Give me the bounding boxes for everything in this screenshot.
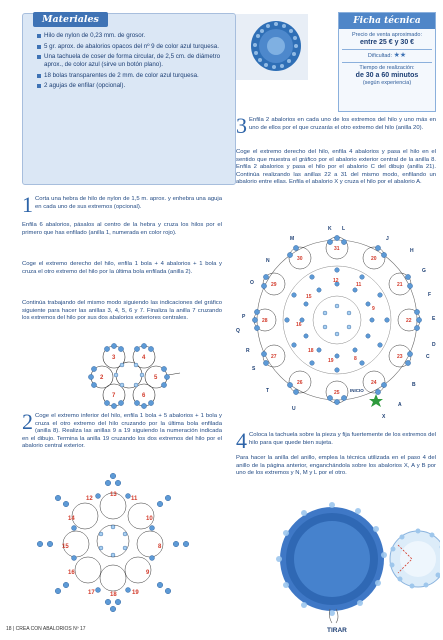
ring-label: 14 bbox=[68, 516, 75, 522]
ring-label: 18 bbox=[308, 348, 314, 354]
ring-label: 9 bbox=[372, 306, 375, 312]
letter-label: N bbox=[266, 258, 270, 264]
letter-label: P bbox=[242, 314, 246, 320]
ring-label: 15 bbox=[62, 544, 69, 550]
step-3-text: Enfila 2 abalorios en cada uno de los extremos del hilo y uno más en uno de ellos por el que cruzarás el otro extremo del hilo (anilla 20). bbox=[249, 117, 436, 131]
time-value: de 30 a 60 minutos bbox=[355, 72, 419, 79]
ring-label: 31 bbox=[334, 246, 340, 252]
ring-label: 16 bbox=[68, 570, 75, 576]
page-footer: 18 | CREA CON ABALORIOS Nº 17 bbox=[6, 626, 86, 632]
step-4-number: 4 bbox=[236, 428, 247, 453]
step-2 bbox=[22, 409, 222, 451]
materials-box bbox=[22, 13, 236, 185]
letter-label: L bbox=[342, 226, 346, 232]
ring-label: 9 bbox=[146, 570, 150, 576]
ring-label: 17 bbox=[88, 590, 95, 596]
ring-label: 23 bbox=[397, 354, 403, 360]
step-1-text: Corta una hebra de hilo de nylon de 1,5 m. aprox. y enhebra una aguja en cada uno de sus extremos (opcional). bbox=[35, 196, 222, 210]
technical-sheet bbox=[338, 12, 436, 112]
step-1-paragraph-3: Coge el extremo derecho del hilo, enfila 1 bola + 4 abalorios + 1 bola y cruza el otro extremo del hilo por la última bola enfilada (anilla 2). bbox=[22, 261, 222, 275]
ring-label: 22 bbox=[406, 318, 412, 324]
time-note: (según experiencia) bbox=[362, 80, 412, 86]
letter-label: X bbox=[382, 414, 386, 420]
letter-label: R bbox=[246, 348, 250, 354]
ring-label: 21 bbox=[397, 282, 403, 288]
step-3-number: 3 bbox=[236, 113, 247, 138]
ring-label: 19 bbox=[132, 590, 139, 596]
step-1-paragraph-4: Continúa trabajando del mismo modo siguiendo las indicaciones del gráfico siguiente para hacer las anillas 3, 4, 5, 6 y 7. Finaliza la anilla 7 cruzando los extremos del hilo por sus dos abalorios exteriores centrales. bbox=[22, 300, 222, 322]
ring-label: 6 bbox=[142, 393, 146, 399]
step-1-number: 1 bbox=[22, 192, 33, 217]
materials-item: Hilo de nylon de 0,23 mm. de grosor. bbox=[37, 32, 227, 40]
start-star-icon bbox=[369, 394, 383, 407]
letter-label: J bbox=[386, 236, 389, 242]
ring-label: 18 bbox=[110, 592, 117, 598]
materials-tag: Materiales bbox=[33, 12, 108, 27]
ring-label: 4 bbox=[142, 355, 146, 361]
letter-label: F bbox=[428, 292, 432, 298]
difficulty-stars: ★★ bbox=[393, 52, 407, 59]
ring-label: 20 bbox=[371, 256, 377, 262]
step-3-paragraph-2: Coge el extremo derecho del hilo, enfila 4 abalorios y pasa el hilo en el sentido que muestra el gráfico por el abalorio exterior central de la anilla 8. Enfila 2 abalorios y pasa el hilo por el abalorio C del dibujo (anilla 21). Continúa realizando las anillas 22 a 31 del mismo modo, enfilando un abalorio entre ellas. Enfila el abalorio X y cruza el hilo por el abalorio A. bbox=[236, 149, 436, 186]
materials-item: 18 bolas transparentes de 2 mm. de color azul turquesa. bbox=[37, 72, 227, 80]
ring-label: 13 bbox=[110, 492, 117, 498]
ring-label: 8 bbox=[354, 356, 357, 362]
difficulty-label: Dificultad: bbox=[367, 53, 393, 59]
letter-label: A bbox=[398, 402, 402, 408]
letter-label: M bbox=[290, 236, 295, 242]
step-4 bbox=[236, 428, 436, 453]
letter-label: H bbox=[410, 248, 414, 254]
price-value: entre 25 € y 30 € bbox=[359, 39, 415, 46]
ring-label: 25 bbox=[334, 390, 340, 396]
ring-label: 16 bbox=[296, 322, 302, 328]
ring-label: 8 bbox=[158, 544, 162, 550]
ring-label: 11 bbox=[356, 282, 362, 288]
letter-label: E bbox=[432, 316, 436, 322]
step-2-number: 2 bbox=[22, 409, 33, 434]
letter-label: T bbox=[266, 388, 270, 394]
step-2-text: Coge el extremo inferior del hilo, enfila 1 bola + 5 abalorios + 1 bola y cruza el otro extremo del hilo cruzando por la última bola enfilada (anilla 8). Realiza las anillas 9 a 19 siguiendo la numeración indicada en el dibujo. Termina la anilla 19 cruzando los dos extremos del hilo por el abalorio central exterior. bbox=[22, 413, 222, 450]
ring-label: 10 bbox=[146, 516, 153, 522]
letter-label: G bbox=[422, 268, 426, 274]
small-ring-diagram bbox=[74, 335, 184, 415]
step-1-paragraph-2: Enfila 6 abalorios, pásalos al centro de la hebra y cruza los hilos por el primero que has enfilado (anilla 1, numerada en color rojo). bbox=[22, 222, 222, 236]
ring-label: 19 bbox=[328, 358, 334, 364]
materials-item: 2 agujas de enfilar (opcional). bbox=[37, 82, 227, 90]
ring-label: 2 bbox=[100, 375, 104, 381]
ring-label: 27 bbox=[271, 354, 277, 360]
letter-label: K bbox=[328, 226, 332, 232]
step-4-illustration bbox=[270, 497, 440, 625]
ring-label: 12 bbox=[333, 278, 339, 284]
ring-label: 28 bbox=[262, 318, 268, 324]
step-3 bbox=[236, 113, 436, 138]
ring-label: 12 bbox=[86, 496, 93, 502]
price-label: Precio de venta aproximado: bbox=[351, 32, 422, 38]
ring-label: 7 bbox=[112, 393, 116, 399]
ring-label: 5 bbox=[154, 375, 158, 381]
letter-label: D bbox=[432, 342, 436, 348]
letter-label: S bbox=[252, 366, 256, 372]
star-ring-diagram bbox=[28, 466, 198, 616]
letter-label: U bbox=[292, 406, 296, 412]
big-ring-diagram bbox=[232, 222, 442, 420]
step-4-paragraph-2: Para hacer la anilla del anillo, emplea la técnica utilizada en el paso 4 del anillo de la página anterior, enganchándola sobre los abalorios X, A y B por uno de los extremos y N, M y L por el otro. bbox=[236, 455, 436, 477]
ring-label: 24 bbox=[371, 380, 377, 386]
inicio-label: INICIO bbox=[350, 388, 364, 393]
ring-label: 3 bbox=[112, 355, 116, 361]
letter-label: B bbox=[412, 382, 416, 388]
ring-label: 26 bbox=[297, 380, 303, 386]
ring-label: 30 bbox=[297, 256, 303, 262]
tirar-label: TIRAR bbox=[327, 627, 347, 634]
ring-label: 29 bbox=[271, 282, 277, 288]
letter-label: Q bbox=[236, 328, 240, 334]
technical-sheet-title: Ficha técnica bbox=[339, 13, 435, 29]
letter-label: O bbox=[250, 280, 254, 286]
ring-label: 15 bbox=[306, 294, 312, 300]
step-4-text: Coloca la tachuela sobre la pieza y fija fuertemente de los extremos del hilo para que quede bien sujeta. bbox=[249, 432, 436, 446]
ring-label: 11 bbox=[131, 496, 138, 502]
step-1 bbox=[22, 192, 222, 217]
letter-label: C bbox=[426, 354, 430, 360]
materials-item: 5 gr. aprox. de abalorios opacos del nº 9 de color azul turquesa. bbox=[37, 43, 227, 51]
time-label: Tiempo de realización: bbox=[359, 65, 415, 71]
ring-photo bbox=[236, 14, 308, 80]
materials-item: Una tachuela de coser de forma circular, de 2,5 cm. de diámetro aprox., de color azul (sirve un botón plano). bbox=[37, 53, 227, 69]
